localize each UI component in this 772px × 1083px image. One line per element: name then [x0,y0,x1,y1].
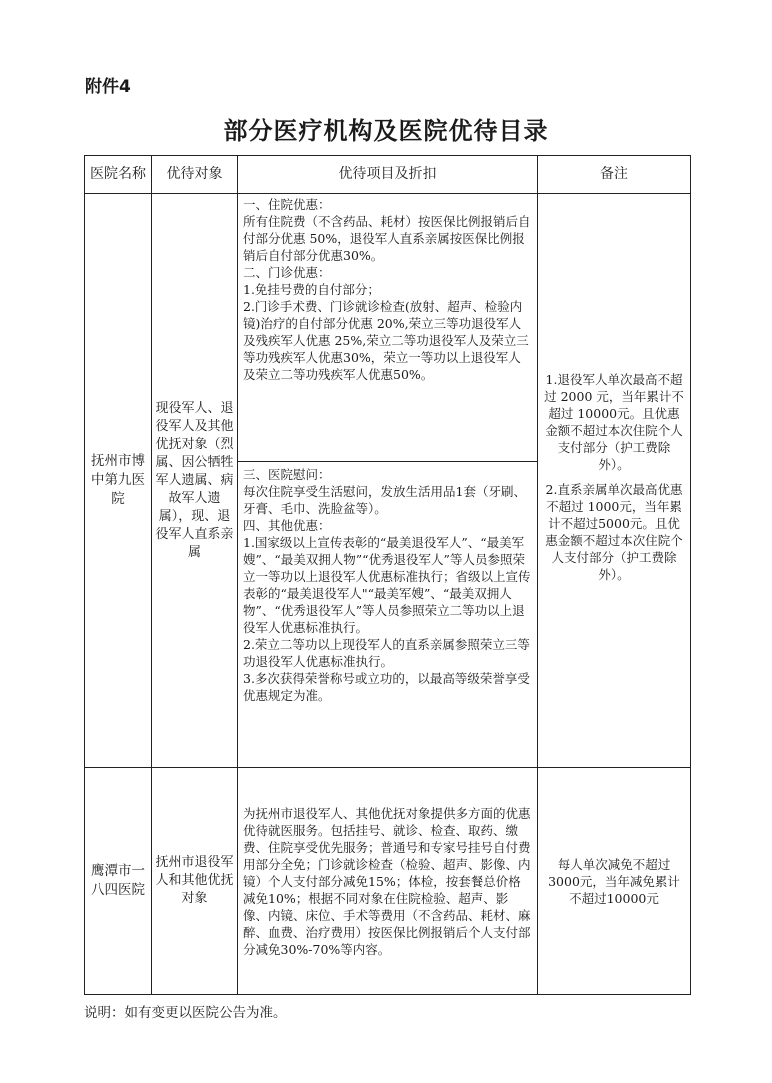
items-line: 四、其他优惠： [243,518,331,533]
items-line: 1.国家级以上宣传表彰的“最美退役军人”、“最美军嫂”、“最美双拥人物”“优秀退役军人”等人员参照荣立一等功以上退役军人优惠标准执行；省级以上宣传表彰的“最美退役军人"“最美军嫂”、“最美双拥人物”、“优秀退役军人”等人员参照荣立二等功以上退役军人优惠标准执行。 [243,535,531,635]
items-line: 2.荣立二等功以上现役军人的直系亲属参照荣立三等功退役军人优惠标准执行。 [243,637,530,669]
header-items: 优待项目及折扣 [238,156,538,194]
items-line: 每次住院享受生活慰问，发放生活用品1套（牙刷、牙膏、毛巾、洗脸盆等）。 [243,484,526,516]
header-target: 优待对象 [152,156,238,194]
header-notes: 备注 [538,156,691,194]
items-block-hospitalization-outpatient [238,194,537,462]
hospital-name: 鹰潭市一八四医院 [91,863,145,898]
items-block-visits-other [238,462,537,706]
table-row [85,768,691,995]
document-title: 部分医疗机构及医院优待目录 [223,116,549,145]
hospital-name-cell [85,768,152,995]
items-cell [238,194,538,768]
note-item: 每人单次减免不超过3000元，当年减免累计不超过10000元 [548,856,680,906]
target-cell [152,194,238,768]
items-line: 一、住院优惠： [243,197,331,212]
target-text: 现役军人、退役军人及其他优抚对象（烈属、因公牺牲军人遗属、病故军人遗属），现、退役军人直系亲属 [155,400,234,560]
items-text: 为抚州市退役军人、其他优抚对象提供多方面的优惠优待就医服务。包括挂号、就诊、检查、取药、缴费、住院享受优先服务；普通号和专家号挂号自付费用部分全免；门诊就诊检查（检验、超声、影像、内镜）个人支付部分减免15%；体检，按套餐总价格减免10%；根据不同对象在住院检验、超声、影像、内镜、床位、手术等费用（不含药品、耗材、麻醉、血费、治疗费用）按医保比例报销后个人支付部分减免30%-70%等内容。 [243,805,531,957]
target-cell [152,768,238,995]
attachment-label: 附件4 [85,77,131,97]
footer-remark: 说明：如有变更以医院公告为准。 [84,1005,287,1021]
notes-cell [538,194,691,768]
note-item: 2.直系亲属单次最高优惠不超过 1000元，当年累计不超过5000元。且优惠金额不超过本次住院个人支付部分（护工费除外）。 [545,481,683,582]
notes-cell [538,768,691,995]
header-hospital-name: 医院名称 [85,156,152,194]
items-line: 所有住院费（不含药品、耗材）按医保比例报销后自付部分优惠 50%，退役军人直系亲属按医保比例报销后自付部分优惠30%。 [243,214,531,263]
items-line: 3.多次获得荣誉称号或立功的，以最高等级荣誉享受优惠规定为准。 [243,671,530,703]
target-text: 抚州市退役军人和其他优抚对象 [155,855,234,906]
items-cell [238,768,538,995]
hospital-name: 抚州市博中第九医院 [91,453,145,507]
items-line: 三、医院慰问： [243,467,331,482]
hospital-name-cell [85,194,152,768]
items-line: 2.门诊手术费、门诊就诊检查(放射、超声、检验内镜)治疗的自付部分优惠 20%,荣立三等功退役军人及残疾军人优惠 25%,荣立二等功退役军人及荣立三等功残疾军人优惠30%，荣立一等功以上退役军人及荣立二等功残疾军人优惠50%。 [243,299,529,382]
hospital-benefits-table [84,155,691,995]
table-header-row [85,156,691,194]
note-item: 1.退役军人单次最高不超过 2000 元，当年累计不超过 10000元。且优惠金额不超过本次住院个人支付部分（护工费除外）。 [544,371,684,472]
table-row [85,194,691,768]
items-line: 1.免挂号费的自付部分； [243,282,380,297]
items-line: 二、门诊优惠： [243,265,331,280]
